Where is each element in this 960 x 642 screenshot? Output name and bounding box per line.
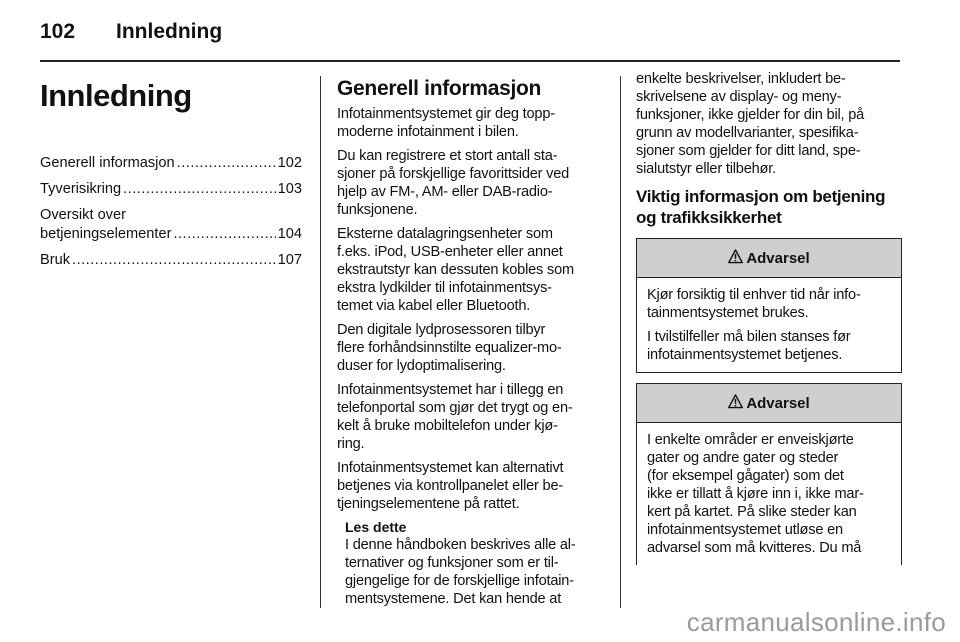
note-title: Les dette	[345, 519, 407, 535]
warning-label: Advarsel	[746, 249, 810, 267]
section-title: Generell informasjon	[337, 77, 542, 100]
body-paragraph: Eksterne datalagringsenheter som f.eks. iPod, USB-enheter eller annet ekstrautstyr kan dessuten kobles som ekstra lydkilder til infotainmentsys- temet via kabel eller Bluetooth.	[337, 226, 574, 314]
toc-entry[interactable]	[40, 206, 302, 244]
warning-label: Advarsel	[746, 394, 810, 412]
body-paragraph: Infotainmentsystemet har i tillegg en telefonportal som gjør det trygt og en- kelt å bruke mobiltelefon under kjø- ring.	[337, 382, 573, 452]
warning-body	[637, 423, 901, 565]
continued-paragraph: enkelte beskrivelser, inkludert be- skrivelsene av display- og meny- funksjoner, ikke gjelder for din bil, på grunn av modellvarianter, spesifika- sjoner som gjelder for ditt land, spe- sialutstyr eller tilbehør.	[636, 71, 865, 177]
toc-page-number: 104	[277, 226, 302, 242]
header-rule	[40, 60, 900, 62]
note-text: I denne håndboken beskrives alle al- ternativer og funksjoner som er til- gjengelige for de forskjellige infotain- mentsystemene. Det kan hende at	[345, 537, 576, 607]
toc-entry-text: betjeningselementer	[40, 226, 172, 242]
toc-page-number: 102	[277, 155, 302, 171]
warning-text: Kjør forsiktig til enhver tid når info- tainmentsystemet brukes.	[647, 287, 861, 321]
toc-leader-dots	[173, 225, 275, 244]
column-divider-2	[620, 76, 621, 608]
warning-icon	[728, 249, 743, 268]
body-paragraph: Infotainmentsystemet kan alternativt betjenes via kontrollpanelet eller be- tjeningselementene på rattet.	[337, 460, 564, 512]
safety-subheading: Viktig informasjon om betjening og trafikksikkerhet	[636, 187, 886, 227]
section-body	[337, 105, 605, 513]
body-paragraph: Infotainmentsystemet gir deg topp- moderne infotainment i bilen.	[337, 106, 555, 140]
warning-text: I tvilstilfeller må bilen stanses før infotainmentsystemet betjenes.	[647, 329, 851, 363]
content-column-2	[636, 70, 902, 565]
warning-header	[637, 239, 901, 278]
toc-entry[interactable]	[40, 251, 302, 270]
page-number: 102	[40, 20, 76, 43]
toc-page-number: 107	[277, 252, 302, 268]
table-of-contents	[40, 154, 302, 270]
warning-text: I enkelte områder er enveiskjørte gater og andre gater og steder (for eksempel gågater) som det ikke er tillatt å kjøre inn i, ikke mar- kert på kartet. På slike steder kan infotainmentsystemet utløse en advarsel som må kvitteres. Du må	[647, 432, 864, 556]
toc-leader-dots	[177, 154, 276, 173]
column-divider-1	[320, 76, 321, 608]
toc-entry[interactable]	[40, 154, 302, 173]
warnings	[636, 238, 902, 565]
toc-column	[40, 70, 302, 277]
body-paragraph: Den digitale lydprosessoren tilbyr flere forhåndsinnstilte equalizer-mo- duser for lydoptimalisering.	[337, 322, 562, 374]
warning-box	[636, 238, 902, 373]
running-title: Innledning	[116, 20, 223, 43]
content-column-1	[337, 70, 605, 608]
warning-icon	[728, 394, 743, 413]
toc-leader-dots	[72, 251, 276, 270]
warning-body	[637, 278, 901, 372]
watermark: carmanualsonline.info	[686, 607, 946, 637]
toc-entry-text: Bruk	[40, 252, 71, 268]
warning-header	[637, 384, 901, 423]
toc-entry-text: Oversikt over	[40, 207, 126, 223]
body-paragraph: Du kan registrere et stort antall sta- sjoner på forskjellige favorittsider ved hjelp av FM-, AM- eller DAB-radio- funksjonene.	[337, 148, 570, 218]
note-block	[345, 519, 605, 608]
chapter-title: Innledning	[40, 78, 192, 113]
toc-entry-text: Generell informasjon	[40, 155, 175, 171]
toc-entry[interactable]	[40, 180, 302, 199]
toc-entry-text: Tyverisikring	[40, 181, 122, 197]
toc-page-number: 103	[277, 181, 302, 197]
warning-box	[636, 383, 902, 565]
page-header	[40, 18, 900, 58]
toc-leader-dots	[123, 180, 276, 199]
